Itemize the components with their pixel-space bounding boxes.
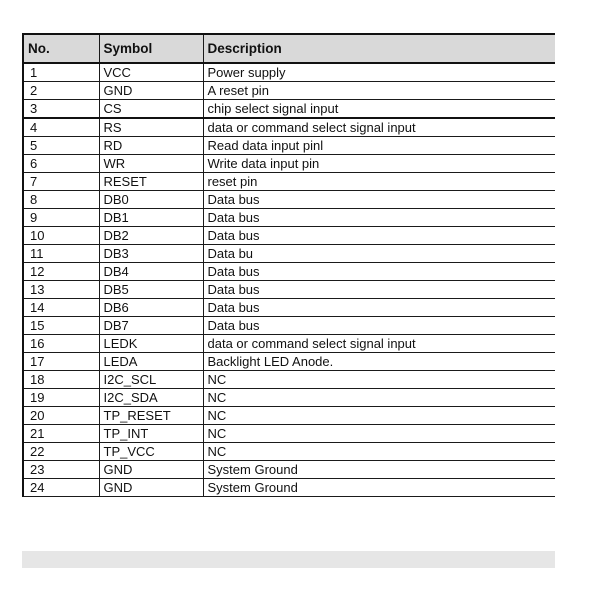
cell-no: 9: [23, 209, 99, 227]
cell-no: 2: [23, 82, 99, 100]
table-row: [23, 353, 555, 371]
cell-no: 14: [23, 299, 99, 317]
header-row: [23, 34, 555, 63]
cell-symbol: I2C_SCL: [99, 371, 203, 389]
cell-description: Data bus: [203, 209, 555, 227]
table-row: [23, 299, 555, 317]
cell-no: 8: [23, 191, 99, 209]
table-row: [23, 317, 555, 335]
cell-symbol: DB0: [99, 191, 203, 209]
cell-description: Data bus: [203, 191, 555, 209]
table-row: [23, 155, 555, 173]
cell-symbol: DB5: [99, 281, 203, 299]
cell-description: NC: [203, 443, 555, 461]
table-row: [23, 191, 555, 209]
table-row: [23, 443, 555, 461]
cell-symbol: GND: [99, 82, 203, 100]
cell-no: 5: [23, 137, 99, 155]
cell-no: 13: [23, 281, 99, 299]
cell-symbol: LEDA: [99, 353, 203, 371]
cell-symbol: LEDK: [99, 335, 203, 353]
cell-description: chip select signal input: [203, 100, 555, 119]
cell-symbol: CS: [99, 100, 203, 119]
pin-table-container: [22, 33, 555, 555]
cell-description: Backlight LED Anode.: [203, 353, 555, 371]
cell-no: 19: [23, 389, 99, 407]
cell-no: 7: [23, 173, 99, 191]
table-row: [23, 100, 555, 119]
cell-symbol: WR: [99, 155, 203, 173]
cell-no: 3: [23, 100, 99, 119]
cell-description: Data bus: [203, 299, 555, 317]
cell-symbol: DB1: [99, 209, 203, 227]
header-description: Description: [203, 34, 555, 63]
cell-symbol: TP_VCC: [99, 443, 203, 461]
cell-no: 12: [23, 263, 99, 281]
cell-symbol: DB2: [99, 227, 203, 245]
table-body: [23, 63, 555, 497]
cell-no: 18: [23, 371, 99, 389]
cell-no: 10: [23, 227, 99, 245]
cell-description: NC: [203, 407, 555, 425]
cell-description: data or command select signal input: [203, 118, 555, 137]
cell-symbol: RS: [99, 118, 203, 137]
table-row: [23, 479, 555, 497]
cell-no: 17: [23, 353, 99, 371]
cell-description: Data bu: [203, 245, 555, 263]
table-row: [23, 209, 555, 227]
cell-no: 24: [23, 479, 99, 497]
cell-symbol: DB3: [99, 245, 203, 263]
cell-description: reset pin: [203, 173, 555, 191]
cell-symbol: DB6: [99, 299, 203, 317]
cell-symbol: VCC: [99, 63, 203, 82]
cell-no: 20: [23, 407, 99, 425]
cell-symbol: I2C_SDA: [99, 389, 203, 407]
table-header: [23, 34, 555, 63]
table-row: [23, 425, 555, 443]
table-row: [23, 118, 555, 137]
table-row: [23, 335, 555, 353]
cell-symbol: GND: [99, 461, 203, 479]
table-row: [23, 63, 555, 82]
table-row: [23, 407, 555, 425]
cell-description: NC: [203, 425, 555, 443]
table-row: [23, 227, 555, 245]
table-row: [23, 371, 555, 389]
cell-description: System Ground: [203, 461, 555, 479]
table-row: [23, 461, 555, 479]
cell-symbol: DB4: [99, 263, 203, 281]
cell-no: 4: [23, 118, 99, 137]
cell-symbol: TP_RESET: [99, 407, 203, 425]
cell-no: 15: [23, 317, 99, 335]
cell-no: 22: [23, 443, 99, 461]
cell-no: 21: [23, 425, 99, 443]
cell-symbol: RESET: [99, 173, 203, 191]
table-row: [23, 137, 555, 155]
table-row: [23, 281, 555, 299]
cell-no: 23: [23, 461, 99, 479]
cell-description: Data bus: [203, 317, 555, 335]
cell-description: Read data input pinl: [203, 137, 555, 155]
cell-no: 11: [23, 245, 99, 263]
cell-description: data or command select signal input: [203, 335, 555, 353]
cell-description: Write data input pin: [203, 155, 555, 173]
table-row: [23, 263, 555, 281]
cell-description: NC: [203, 371, 555, 389]
table-row: [23, 389, 555, 407]
header-no: No.: [23, 34, 99, 63]
cell-symbol: RD: [99, 137, 203, 155]
cell-description: Data bus: [203, 281, 555, 299]
cell-description: Data bus: [203, 263, 555, 281]
cell-description: A reset pin: [203, 82, 555, 100]
cell-description: NC: [203, 389, 555, 407]
cell-symbol: DB7: [99, 317, 203, 335]
cell-no: 16: [23, 335, 99, 353]
bottom-shade-band: [22, 551, 555, 568]
cell-symbol: TP_INT: [99, 425, 203, 443]
cell-no: 1: [23, 63, 99, 82]
cell-symbol: GND: [99, 479, 203, 497]
pin-definition-table: [22, 33, 555, 497]
cell-description: System Ground: [203, 479, 555, 497]
table-row: [23, 245, 555, 263]
table-row: [23, 173, 555, 191]
cell-description: Data bus: [203, 227, 555, 245]
header-symbol: Symbol: [99, 34, 203, 63]
cell-no: 6: [23, 155, 99, 173]
table-row: [23, 82, 555, 100]
cell-description: Power supply: [203, 63, 555, 82]
